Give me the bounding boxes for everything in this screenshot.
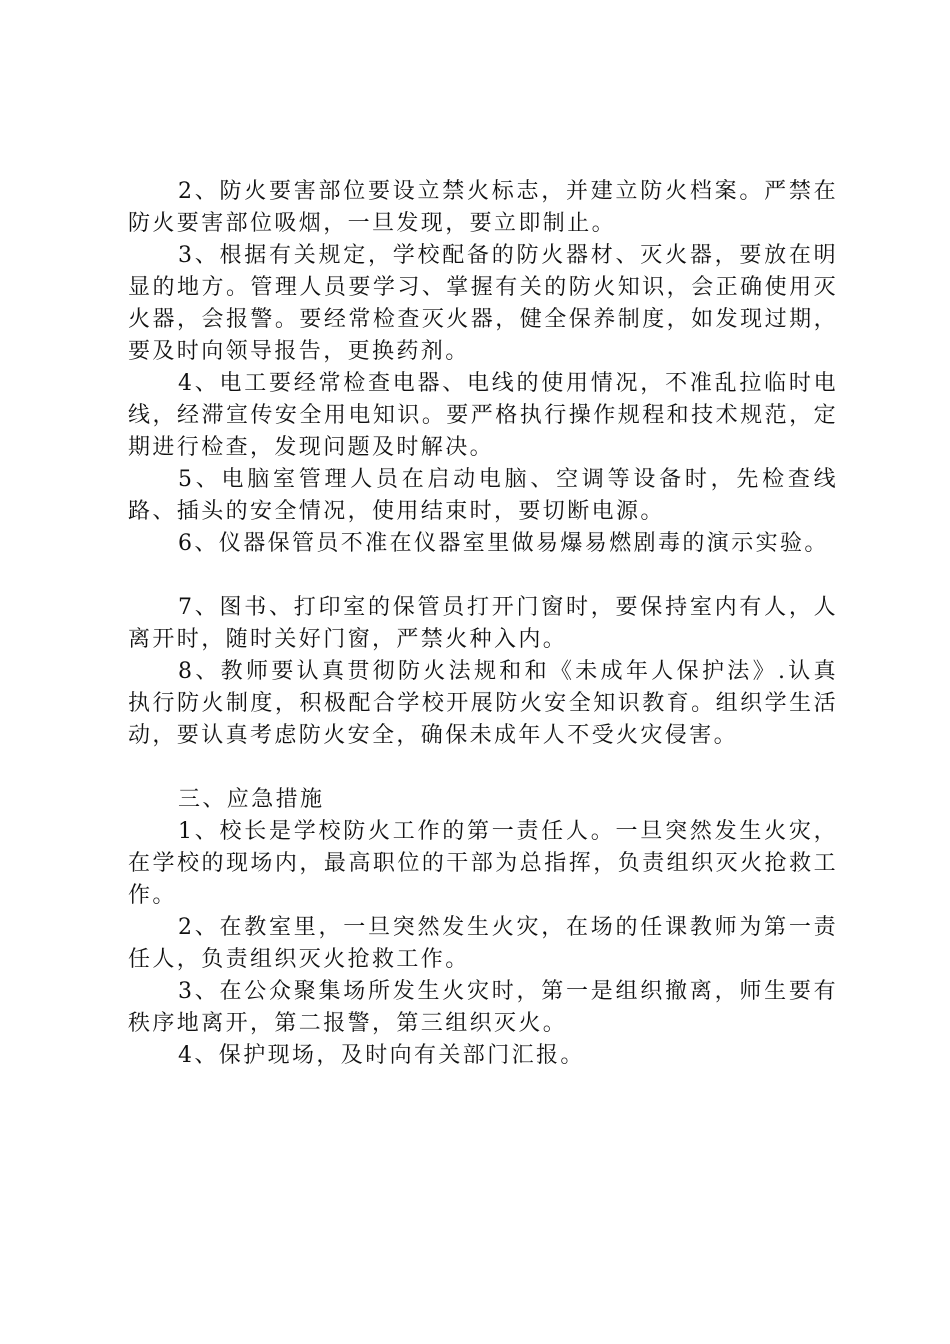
paragraph-rule-8: 8、教师要认真贯彻防火法规和和《未成年人保护法》.认真执行防火制度，积极配合学校开展防火安全知识教育。组织学生活动，要认真考虑防火安全，确保未成年人不受火灾侵害。	[128, 659, 838, 748]
paragraph-emergency-2: 2、在教室里，一旦突然发生火灾，在场的任课教师为第一责任人，负责组织灭火抢救工作。	[128, 915, 838, 972]
paragraph-spacer	[128, 560, 838, 592]
paragraph-rule-5: 5、电脑室管理人员在启动电脑、空调等设备时，先检查线路、插头的安全情况，使用结束时，要切断电源。	[128, 467, 838, 524]
paragraph-rule-4: 4、电工要经常检查电器、电线的使用情况，不准乱拉临时电线，经滞宣传安全用电知识。要严格执行操作规程和技术规范，定期进行检查，发现问题及时解决。	[128, 371, 838, 460]
paragraph-emergency-4: 4、保护现场，及时向有关部门汇报。	[178, 1043, 585, 1068]
paragraph-spacer	[128, 752, 838, 784]
paragraph-rule-7: 7、图书、打印室的保管员打开门窗时，要保持室内有人，人离开时，随时关好门窗，严禁火种入内。	[128, 595, 838, 652]
paragraph-emergency-3: 3、在公众聚集场所发生火灾时，第一是组织撤离，师生要有秩序地离开，第二报警，第三组织灭火。	[128, 979, 838, 1036]
paragraph-rule-2: 2、防火要害部位要设立禁火标志，并建立防火档案。严禁在防火要害部位吸烟，一旦发现，要立即制止。	[128, 179, 838, 236]
paragraph-emergency-1: 1、校长是学校防火工作的第一责任人。一旦突然发生火灾，在学校的现场内，最高职位的干部为总指挥，负责组织灭火抢救工作。	[128, 819, 838, 908]
section-heading-emergency-measures: 三、应急措施	[178, 787, 325, 812]
paragraph-rule-3: 3、根据有关规定，学校配备的防火器材、灭火器，要放在明显的地方。管理人员要学习、掌握有关的防火知识，会正确使用灭火器，会报警。要经常检查灭火器，健全保养制度，如发现过期，要及时向领导报告，更换药剂。	[128, 243, 838, 364]
paragraph-rule-6: 6、仪器保管员不准在仪器室里做易爆易燃剧毒的演示实验。	[178, 531, 829, 556]
document-body	[128, 176, 838, 1072]
